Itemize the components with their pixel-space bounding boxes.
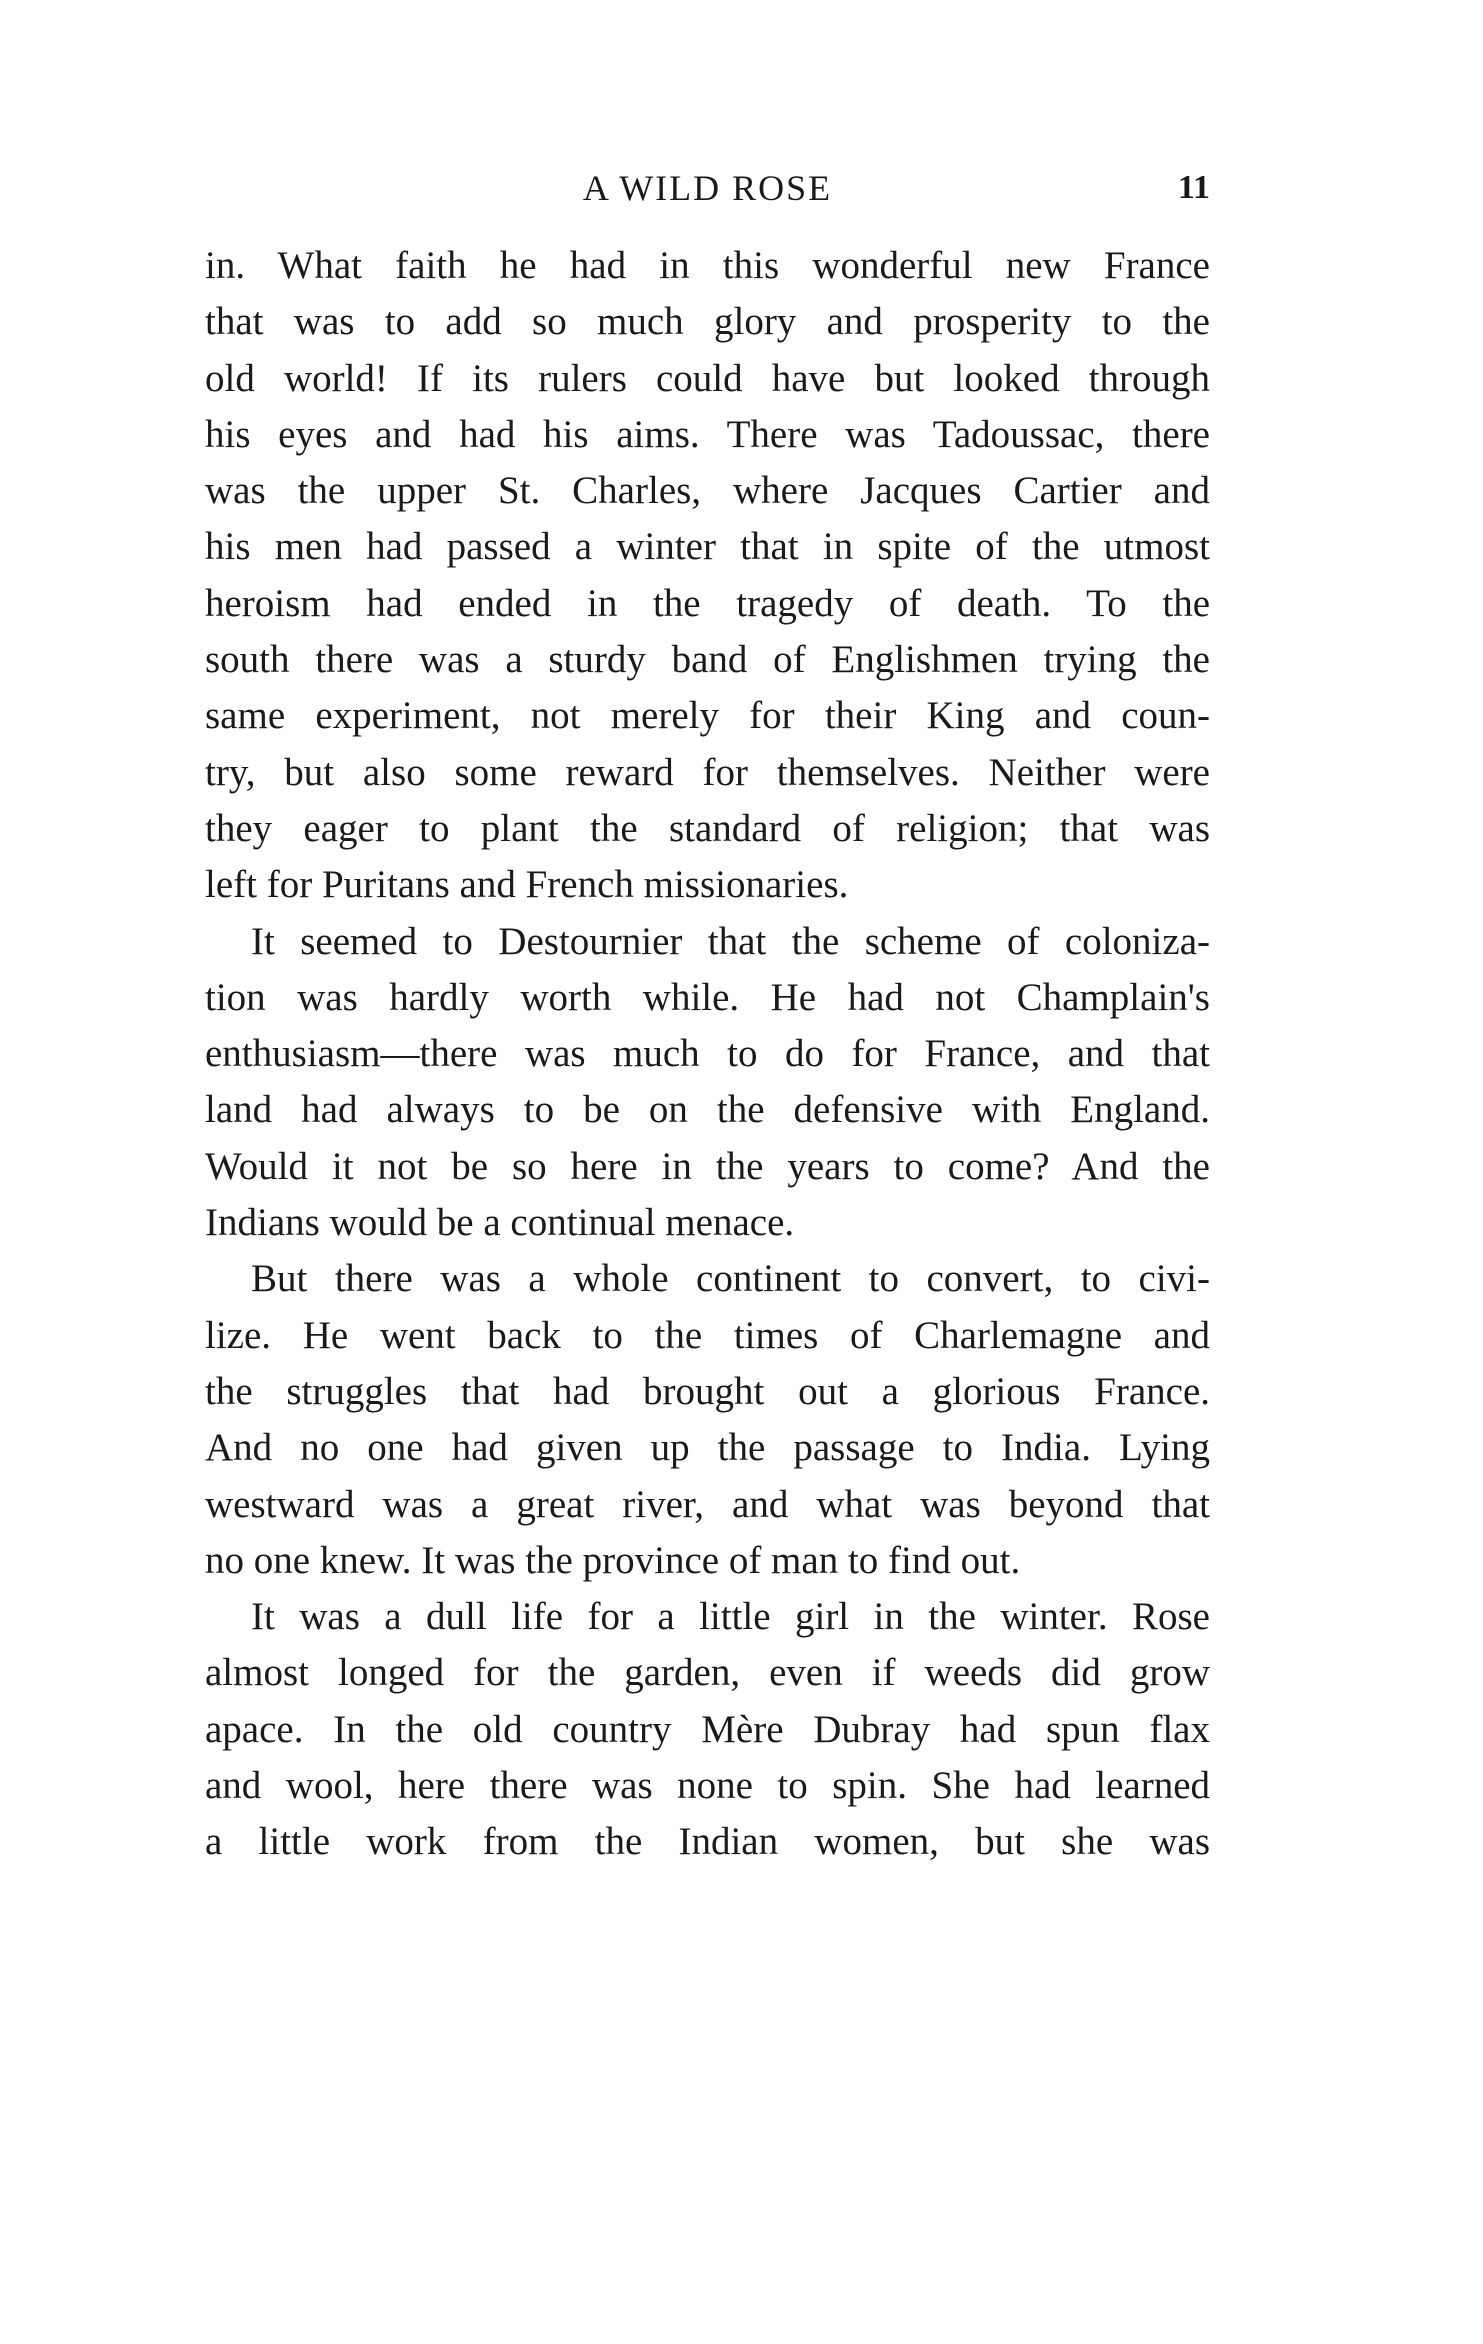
text-line: and wool, here there was none to spin. She had learned bbox=[205, 1764, 1210, 1808]
paragraph-1 bbox=[205, 238, 1210, 914]
paragraph-2 bbox=[205, 914, 1210, 1252]
text-line: And no one had given up the passage to India. Lying bbox=[205, 1426, 1210, 1470]
text-line: left for Puritans and French missionaries. bbox=[205, 863, 849, 907]
text-line: that was to add so much glory and prosperity to the bbox=[205, 300, 1210, 344]
text-line: It was a dull life for a little girl in the winter. Rose bbox=[251, 1595, 1210, 1639]
running-head bbox=[205, 160, 1210, 216]
text-line: But there was a whole continent to convert, to civi- bbox=[251, 1257, 1210, 1301]
text-line: no one knew. It was the province of man to find out. bbox=[205, 1538, 1021, 1582]
text-line: in. What faith he had in this wonderful new France bbox=[205, 244, 1210, 287]
text-line: westward was a great river, and what was beyond that bbox=[205, 1482, 1210, 1526]
text-line: same experiment, not merely for their King and coun- bbox=[205, 694, 1210, 738]
text-line: was the upper St. Charles, where Jacques Cartier and bbox=[205, 469, 1210, 513]
text-line: try, but also some reward for themselves. Neither were bbox=[205, 750, 1210, 794]
text-line: the struggles that had brought out a glorious France. bbox=[205, 1369, 1210, 1413]
text-line: Would it not be so here in the years to come? And the bbox=[205, 1144, 1210, 1188]
text-line: his men had passed a winter that in spite of the utmost bbox=[205, 525, 1210, 569]
text-line: lize. He went back to the times of Charlemagne and bbox=[205, 1313, 1210, 1357]
paragraph-4 bbox=[205, 1589, 1210, 1870]
text-line: almost longed for the garden, even if weeds did grow bbox=[205, 1651, 1210, 1695]
text-line: It seemed to Destournier that the scheme of coloniza- bbox=[251, 919, 1210, 963]
text-line: they eager to plant the standard of religion; that was bbox=[205, 806, 1210, 850]
text-line: Indians would be a continual menace. bbox=[205, 1201, 795, 1245]
body-text bbox=[205, 238, 1210, 1871]
text-line: south there was a sturdy band of Englishmen trying the bbox=[205, 638, 1210, 682]
text-line: enthusiasm—there was much to do for France, and that bbox=[205, 1032, 1210, 1076]
running-title: A WILD ROSE bbox=[582, 168, 833, 208]
text-line: a little work from the Indian women, but she was bbox=[205, 1820, 1210, 1864]
text-line: his eyes and had his aims. There was Tadoussac, there bbox=[205, 412, 1210, 456]
text-line: apace. In the old country Mère Dubray had spun flax bbox=[205, 1707, 1210, 1751]
paragraph-3 bbox=[205, 1251, 1210, 1589]
text-line: land had always to be on the defensive with England. bbox=[205, 1088, 1210, 1132]
text-line: old world! If its rulers could have but looked through bbox=[205, 356, 1210, 400]
text-line: tion was hardly worth while. He had not Champlain's bbox=[205, 975, 1210, 1019]
page-number: 11 bbox=[1177, 169, 1210, 206]
text-line: heroism had ended in the tragedy of death. To the bbox=[205, 581, 1210, 625]
